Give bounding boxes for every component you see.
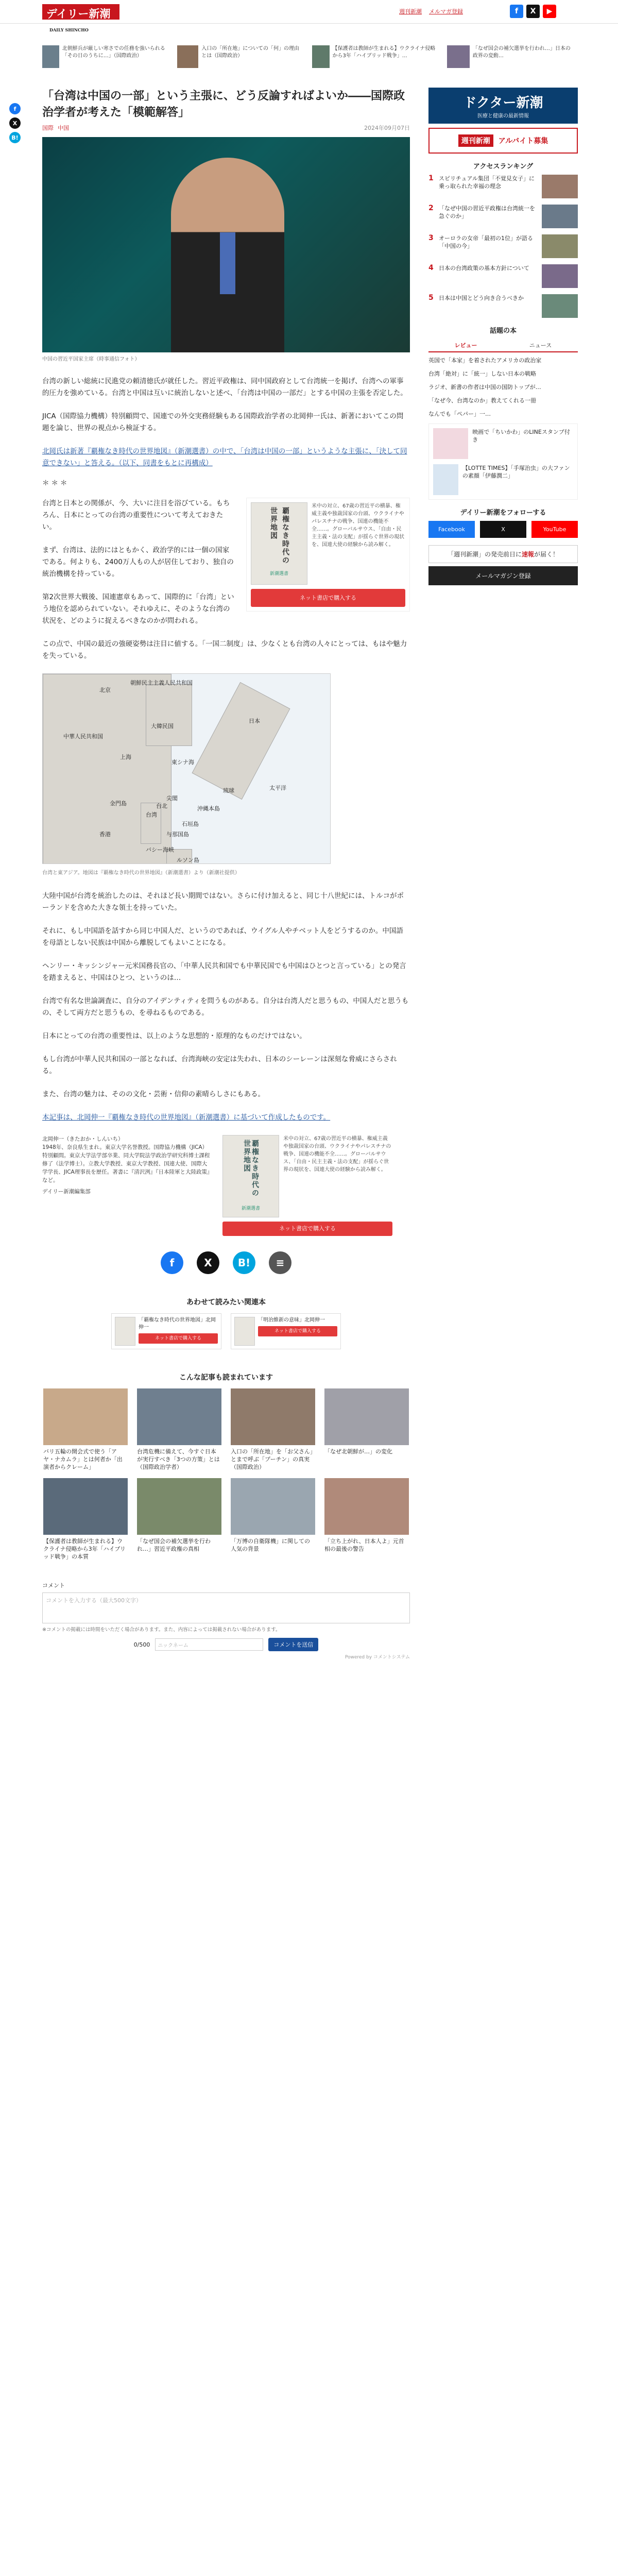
facebook-follow-button[interactable]: Facebook	[428, 521, 475, 538]
book-description: 米中の対立、67歳の習近平の横暴、権威主義や独裁国家の台頭、ウクライナやパレスチナの戦争、国連の機能不全……。グローバルサウス、「自由・民主主義・法の支配」が揺らぐ世界の現状を、国連大使の経験から読み解く。	[312, 503, 404, 548]
top-news	[42, 45, 576, 75]
article-title: 「台湾は中国の一部」という主張に、どう反論すればよいか――国際政治学者が考えた「模範解答」	[42, 89, 405, 119]
card-image	[324, 1388, 409, 1445]
weekly-shincho-link[interactable]: 週刊新潮	[399, 8, 422, 15]
paragraph: 台湾の新しい総統に民進党の頼清徳氏が就任した。習近平政権は、同中国政府として台湾統一を掲げ、台湾への軍事的圧力を強めている。台湾と中国は互いに統治しないと述べ、「台湾は中国の一部だ」とする中国の主張を否定した。	[42, 377, 407, 397]
book-description: 米中の対立、67歳の習近平の横暴、権威主義や独裁国家の台頭、ウクライナやパレスチナの戦争、国連の機能不全……。グローバルサウス、「自由・民主主義・法の支配」が揺らぐ世界の現状を、国連大使の経験から読み解く。	[283, 1136, 391, 1173]
map-label: 尖閣	[166, 795, 178, 802]
paragraph: 大陸中国が台湾を統治したのは、それほど長い期間ではない。さらに付け加えると、同じ十八世紀には、トルコがポーランドを含めた大きな領土を持っていた。	[42, 892, 404, 912]
map-label: 琉球	[223, 787, 234, 794]
ranking-thumb	[542, 175, 578, 198]
top-news-item[interactable]: 【保護者は教師が生まれる】ウクライナ侵略から3年「ハイブリッド戦争」…	[312, 45, 439, 75]
paragraph: それに、もし中国語を話すから同じ中国人だ、というのであれば、ウイグル人やチベット人をどうするのか。中国語を母語としない民族は中国から離脱してもよいことになる。	[42, 927, 403, 947]
section-stars: ＊＊＊	[42, 479, 70, 487]
author-bio: 北岡伸一（きたおか・しんいち） 1948年、奈良県生まれ。東京大学名誉教授。国際協力機構（JICA）特別顧問。東京大学法学部卒業、同大学院法学政治学研究科博士課程修了（法学博士）。立教大学教授、東京大学教授、国連大使、国際大学学長、JICA理事長を歴任。著書に『清沢洌』『日本陸軍と大陸政策』など。 デイリー新潮編集部	[42, 1136, 210, 1195]
comment-submit-button[interactable]: コメントを送信	[268, 1638, 318, 1651]
paragraph: もし台湾が中華人民共和国の一部となれば、台湾海峡の安定は失われ、日本のシーレーンは深刻な脅威にさらされる。	[42, 1055, 397, 1075]
tab-news[interactable]: ニュース	[529, 342, 552, 349]
news-thumb	[177, 45, 198, 68]
map-land-korea	[146, 684, 192, 746]
powered-by: Powered by コメントシステム	[345, 1655, 410, 1660]
map-label: 朝鮮民主主義人民共和国	[130, 680, 193, 686]
facebook-icon[interactable]: f	[510, 5, 523, 18]
header-sns	[510, 5, 556, 18]
topic-tabs	[428, 339, 578, 352]
ranking-item[interactable]: 4 日本の台湾政策の基本方針について	[428, 264, 578, 288]
article-body	[42, 376, 410, 1124]
card-image	[231, 1388, 315, 1445]
recommend-card[interactable]: 「なぜ北朝鮮が…」の変化	[324, 1388, 409, 1471]
top-news-item[interactable]: 北朝鮮兵が厳しい寒さでの任務を強いられる「その日のうちに…」（国際政治）	[42, 45, 169, 75]
doctor-shincho-banner[interactable]: ドクター新潮 医療と健康の最新情報	[428, 88, 578, 124]
card-image	[324, 1478, 409, 1535]
map-label: 日本	[249, 718, 260, 724]
paragraph: まず、台湾は、法的にはともかく、政治学的には一個の国家である。何よりも、2400万人もの人が居住しており、独自の統治機構を持っている。	[42, 546, 234, 578]
topic-item[interactable]: 英国で「本家」を着されたアメリカの政治家	[428, 357, 542, 364]
youtube-icon[interactable]: ▶	[543, 5, 556, 18]
related-book[interactable]: 「覇権なき時代の世界地図」北岡伸一 ネット書店で購入する	[111, 1313, 221, 1349]
hatena-share-icon[interactable]: B!	[9, 132, 21, 143]
ranking-thumb	[542, 205, 578, 228]
buy-button[interactable]: ネット書店で購入する	[251, 589, 405, 607]
paragraph: 台湾と日本との関係が、今、大いに注目を浴びている。もちろん、日本にとっての台湾の重要性について考えておきたい。	[42, 499, 230, 531]
mailmag-link[interactable]: メルマガ登録	[429, 8, 463, 15]
map-label: ルソン島	[177, 857, 199, 863]
buy-button[interactable]: ネット書店で購入する	[139, 1333, 218, 1344]
hatena-icon[interactable]: B!	[233, 1251, 255, 1274]
x-share-icon[interactable]: X	[9, 117, 21, 129]
ranking-item[interactable]: 2 「なぜ中国の習近平政権は台湾統一を急ぐのか」	[428, 205, 578, 228]
news-thumb	[312, 45, 330, 68]
map-label: 中華人民共和国	[63, 733, 103, 740]
follow-heading: デイリー新潮をフォローする	[460, 509, 546, 517]
comment-label: コメント	[42, 1582, 65, 1589]
recommend-grid	[42, 1388, 410, 1561]
paragraph: 第2次世界大戦後、国連憲章もあって、国際的に「台湾」という地位を認められていない。それゆえに、そのような台湾の状況を、どのように捉えるべきなのかが問われる。	[42, 593, 234, 625]
access-ranking-heading: アクセスランキング	[473, 163, 534, 171]
map-caption: 台湾と東アジア。地図は『覇権なき時代の世界地図』（新潮選書）より（新潮社提供）	[42, 870, 240, 876]
comment-note: ※コメントの掲載には時間をいただく場合があります。また、内容によっては掲載されない場合があります。	[42, 1627, 281, 1633]
follow-buttons	[428, 521, 578, 538]
paragraph: 台湾で有名な世論調査に、自分のアイデンティティを問うものがある。自分は台湾人だと思うもの、中国人だと思うもの、そして両方だと思うもの、を尋ねるものである。	[42, 997, 409, 1017]
ranking-item[interactable]: 3 オーロラの女帝「最初の1位」が語る「中国の今」	[428, 234, 578, 258]
top-news-item[interactable]: 「なぜ国会の補欠選挙を行われ…」日本の政界の変動…	[447, 45, 574, 75]
paragraph: ヘンリー・キッシンジャー元米国務長官の、「中華人民共和国でも中華民国でも中国はひとつと言っている」との発言を踏まえると、中国はひとつ、というのは…	[42, 962, 406, 982]
recommend-card[interactable]: 入口の「所在地」を「お父さん」とまで呼ぶ「プーチン」の真実（国際政治）	[231, 1388, 315, 1471]
map-label: 金門島	[110, 800, 127, 807]
topic-item[interactable]: ラジオ、新書の作者は中国の国防トップが…	[428, 384, 541, 391]
map-label: 台湾	[146, 811, 157, 818]
x-follow-button[interactable]: X	[480, 521, 526, 538]
map-label: 太平洋	[269, 785, 286, 791]
share-bar	[42, 1251, 410, 1274]
card-image	[137, 1478, 221, 1535]
mail-promo: 「週刊新潮」の発売前日に速報が届く！	[428, 545, 578, 563]
article-main	[42, 88, 410, 1660]
recommend-card[interactable]: 「万博の自衛隊機」に関しての人気の背景	[231, 1478, 315, 1561]
topic-item[interactable]: 台湾「絶対」に「統一」しない日本の戦略	[428, 370, 536, 377]
book-thumb	[234, 1317, 255, 1346]
paragraph: 日本にとっての台湾の重要性は、以上のような思想的・原理的なものだけではない。	[42, 1032, 306, 1040]
ranking-thumb	[542, 264, 578, 288]
recommend-card[interactable]: 「立ち上がれ、日本人よ」元首相の最後の警告	[324, 1478, 409, 1561]
tag-link[interactable]: 中国	[58, 125, 69, 131]
site-logo[interactable]: デイリー新潮DAILY SHINCHO	[42, 4, 119, 20]
map-label: 北京	[99, 687, 111, 693]
ranking-item[interactable]: 5 日本は中国とどう向き合うべきか	[428, 294, 578, 318]
source-note[interactable]: 本記事は、北岡伸一『覇権なき時代の世界地図』（新潮選書）に基づいて作成したものです。	[42, 1113, 331, 1122]
sidebar	[428, 88, 578, 585]
sidebar-ad[interactable]: 映画で「ちいかわ」のLINEスタンプ付き 【LOTTE TIMES】「手塚治虫」の大ファンの素顔「伊藤潤二」	[428, 423, 578, 500]
card-image	[43, 1388, 128, 1445]
job-banner[interactable]: 週刊新潮 アルバイト募集	[428, 128, 578, 154]
recommend-heading: こんな記事も読まれています	[179, 1374, 273, 1382]
comment-section	[42, 1581, 410, 1660]
east-asia-map	[42, 673, 331, 864]
tag-link[interactable]: 国際	[42, 125, 54, 131]
photo-caption: 中国の習近平国家主席（時事通信フォト）	[42, 357, 140, 362]
x-icon[interactable]: X	[197, 1251, 219, 1274]
card-image	[231, 1478, 315, 1535]
map-label: 台北	[156, 803, 167, 809]
recommend-card[interactable]: バリ五輪の開会式で使う「アヤ・ナカムラ」とは何者か「出演者からクレーム」	[43, 1388, 128, 1471]
tab-review[interactable]: レビュー	[454, 342, 477, 349]
comment-icon[interactable]: ≡	[269, 1251, 291, 1274]
related-book[interactable]: 「明治維新の意味」北岡伸一 ネット書店で購入する	[231, 1313, 341, 1349]
map-label: 上海	[120, 754, 131, 760]
recommend-card[interactable]: 台湾危機に備えて、今すぐ日本が実行すべき「3つの方策」とは（国際政治学者）	[137, 1388, 221, 1471]
map-label: 香港	[99, 831, 111, 838]
recommend-card[interactable]: 「なぜ国会の補欠選挙を行われ…」習近平政権の真相	[137, 1478, 221, 1561]
ad-thumb	[433, 464, 458, 495]
nickname-input[interactable]: ニックネーム	[155, 1638, 263, 1651]
card-image	[137, 1388, 221, 1445]
comment-input[interactable]: コメントを入力する（最大500文字）	[42, 1592, 410, 1623]
map-label: 大韓民国	[151, 723, 174, 730]
book-ad	[246, 498, 410, 612]
comment-count: 0/500	[133, 1641, 150, 1648]
ad-thumb	[433, 428, 468, 459]
topic-item[interactable]: なんでも「ぺパー」一…	[428, 411, 491, 417]
site-header	[0, 0, 618, 32]
map-label: 与那国島	[166, 831, 189, 838]
paragraph[interactable]: 北岡氏は新著『覇権なき時代の世界地図』（新潮選書）の中で、「台湾は中国の一部」というような主張に、「決して同意できない」と答える。（以下、同書をもとに再構成）	[42, 447, 407, 467]
recommend-card[interactable]: 【保護者は教師が生まれる】ウクライナ侵略から3年「ハイブリッド戦争」の本質	[43, 1478, 128, 1561]
buy-button[interactable]: ネット書店で購入する	[258, 1326, 337, 1336]
youtube-follow-button[interactable]: YouTube	[531, 521, 578, 538]
topic-item[interactable]: 「なぜ今、台湾なのか」教えてくれる一冊	[428, 397, 536, 404]
article-meta	[42, 124, 410, 132]
map-label: 沖縄本島	[197, 805, 220, 812]
top-news-item[interactable]: 入口の「所在地」についての「何」の理由とは（国際政治）	[177, 45, 304, 75]
paragraph: JICA（国際協力機構）特別顧問で、国連での外交実務経験もある国際政治学者の北岡伸一氏は、新著においてこの問題を論じ、世界の視点から検証する。	[42, 412, 404, 432]
hero-photo	[42, 137, 410, 352]
topic-list	[428, 357, 578, 418]
person-figure	[171, 158, 284, 352]
book-thumb	[115, 1317, 135, 1346]
ranking-thumb	[542, 234, 578, 258]
comment-controls	[42, 1638, 410, 1651]
buy-button[interactable]: ネット書店で購入する	[222, 1222, 392, 1236]
paragraph: この点で、中国の最近の強硬姿勢は注目に値する。「一国二制度」は、少なくとも台湾の人々にとっては、もはや魅力を失っている。	[42, 640, 407, 660]
book-ad-2	[222, 1135, 392, 1236]
map-label: バシー海峡	[146, 846, 174, 853]
book-cover[interactable]: 覇権なき時代の世界地図 新潮選書	[222, 1135, 279, 1217]
mailmag-button[interactable]: メールマガジン登録	[428, 566, 578, 585]
facebook-share-icon[interactable]: f	[9, 103, 21, 114]
map-label: 東シナ海	[171, 759, 194, 766]
related-books	[42, 1313, 410, 1349]
news-thumb	[42, 45, 59, 68]
header-links	[399, 7, 463, 15]
topics-heading: 話題の本	[489, 327, 517, 335]
x-icon[interactable]: X	[526, 5, 540, 18]
ranking-thumb	[542, 294, 578, 318]
facebook-icon[interactable]: f	[161, 1251, 183, 1274]
author-box	[42, 1135, 410, 1236]
article-date: 2024年09月07日	[364, 125, 410, 131]
book-cover[interactable]: 覇権なき時代の世界地図 新潮選書	[251, 502, 307, 585]
news-thumb	[447, 45, 470, 68]
paragraph: また、台湾の魅力は、そのの文化・芸術・信仰の素晴らしさにもある。	[42, 1090, 265, 1098]
related-heading: あわせて読みたい関連本	[186, 1298, 266, 1307]
ranking-item[interactable]: 1 スピリチュアル集団「不覚見女子」に乗っ取られた幸福の理念	[428, 175, 578, 198]
card-image	[43, 1478, 128, 1535]
map-label: 石垣島	[182, 821, 199, 827]
